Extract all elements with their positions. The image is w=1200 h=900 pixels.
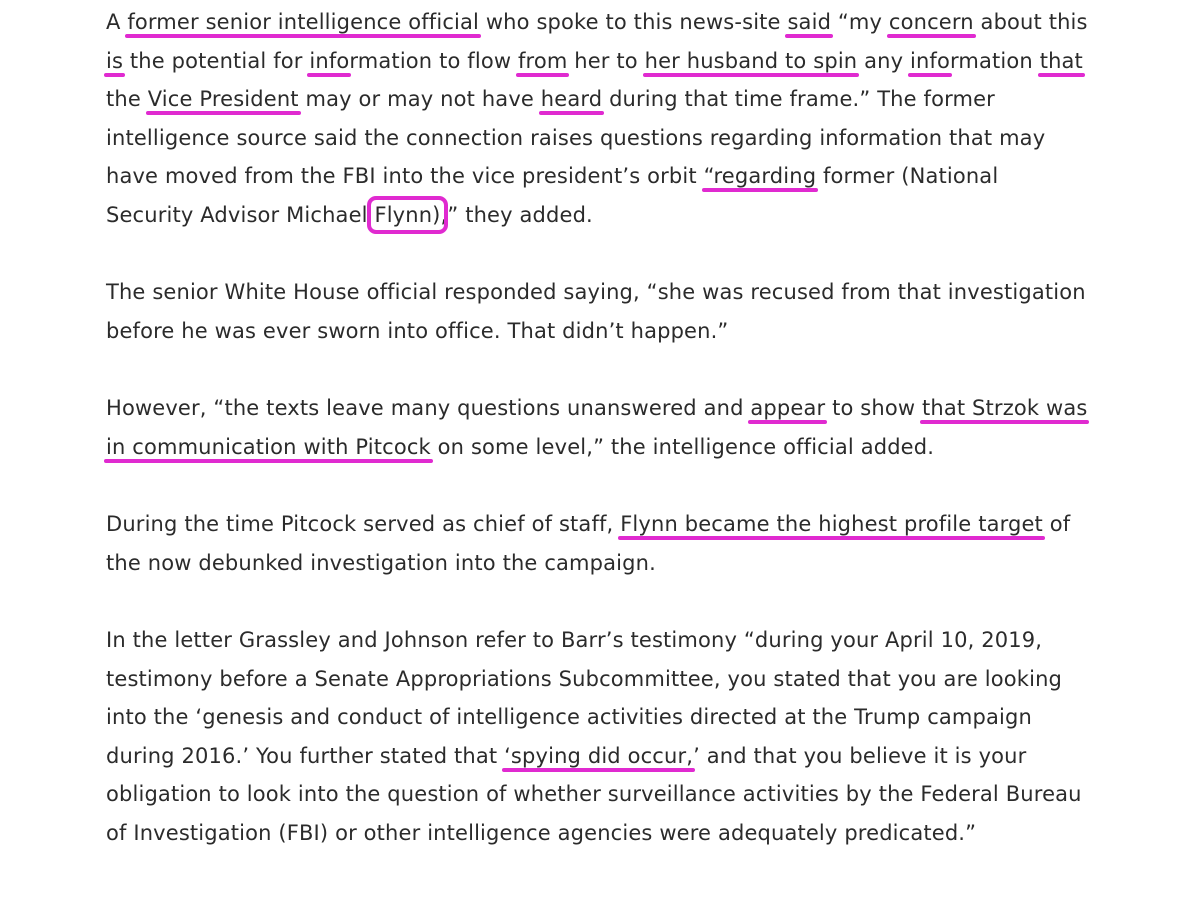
highlighted-phrase: info bbox=[309, 48, 350, 73]
paragraph-3 bbox=[106, 389, 1176, 466]
paragraph-gap bbox=[106, 582, 1176, 621]
text-run: intelligence source said the connection raises questions regarding information that may bbox=[106, 125, 1046, 150]
highlighted-phrase: concern bbox=[888, 10, 974, 34]
text-run: ,” they added. bbox=[440, 202, 593, 227]
highlighted-phrase: from bbox=[517, 48, 568, 73]
text-run: the now debunked investigation into the campaign. bbox=[106, 550, 656, 575]
text-run: testimony before a Senate Appropriations Subcommittee, you stated that you are looking bbox=[106, 666, 1063, 691]
highlighted-phrase: that Strzok was bbox=[921, 396, 1088, 420]
highlighted-phrase: Flynn became the highest profile target bbox=[620, 512, 1043, 536]
highlighted-phrase: is bbox=[106, 48, 124, 73]
article-excerpt bbox=[106, 0, 1176, 852]
text-line bbox=[106, 698, 1176, 737]
text-run: The senior White House official responded saying, “she was recused from that investigation bbox=[106, 280, 1086, 304]
text-run: may or may not have bbox=[298, 87, 541, 111]
paragraph-2 bbox=[106, 273, 1176, 350]
text-line bbox=[106, 505, 1176, 544]
paragraph-gap bbox=[106, 350, 1176, 389]
paragraph-gap bbox=[106, 466, 1176, 505]
highlighted-phrase: said bbox=[787, 10, 832, 34]
text-line bbox=[106, 119, 1176, 158]
highlighted-phrase: former senior intelligence official bbox=[127, 10, 480, 34]
text-run: obligation to look into the question of whether surveillance activities by the Federal Bureau bbox=[106, 782, 1082, 806]
text-line bbox=[106, 814, 1176, 853]
text-line bbox=[106, 42, 1176, 81]
highlighted-phrase: info bbox=[909, 48, 950, 73]
text-run: During the time Pitcock served as chief of staff, bbox=[106, 512, 621, 536]
text-run: the bbox=[106, 87, 148, 111]
highlighted-phrase: “regarding bbox=[703, 164, 817, 188]
text-run: before he was ever sworn into office. That didn’t happen.” bbox=[106, 318, 729, 343]
text-run: former (National bbox=[816, 164, 999, 188]
text-line bbox=[106, 3, 1176, 42]
text-run: into the ‘genesis and conduct of intelligence activities directed at the Trump campaign bbox=[106, 705, 1032, 729]
paragraph-4 bbox=[106, 505, 1176, 582]
text-run: to show bbox=[825, 396, 922, 420]
highlighted-phrase: that bbox=[1039, 48, 1083, 73]
text-run: ’ and that you believe it is your bbox=[693, 743, 1027, 768]
text-line bbox=[106, 312, 1176, 351]
highlighted-phrase: her husband to spin bbox=[644, 48, 858, 73]
text-line bbox=[106, 737, 1176, 776]
text-run: during 2016.’ You further stated that bbox=[106, 743, 505, 768]
boxed-phrase: Flynn) bbox=[374, 202, 441, 227]
text-line bbox=[106, 273, 1176, 312]
text-run: have moved from the FBI into the vice president’s orbit bbox=[106, 164, 704, 188]
text-run: during that time frame.” The former bbox=[602, 87, 995, 111]
text-run: rmation bbox=[949, 48, 1040, 73]
paragraph-1 bbox=[106, 0, 1176, 234]
text-line bbox=[106, 80, 1176, 119]
text-line bbox=[106, 389, 1176, 428]
text-run: However, “the texts leave many questions unanswered and bbox=[106, 396, 751, 420]
highlighted-phrase: heard bbox=[540, 87, 603, 111]
text-line bbox=[106, 196, 1176, 235]
text-line bbox=[106, 428, 1176, 467]
text-line bbox=[106, 157, 1176, 196]
text-run: of bbox=[1042, 512, 1071, 536]
text-line bbox=[106, 775, 1176, 814]
text-run: any bbox=[857, 48, 910, 73]
highlighted-phrase: in communication with Pitcock bbox=[106, 434, 431, 459]
text-line bbox=[106, 660, 1176, 699]
text-run: In the letter Grassley and Johnson refer to Barr’s testimony “during your April 10, 2019, bbox=[106, 628, 1043, 652]
highlighted-phrase: ‘spying did occur, bbox=[504, 743, 694, 768]
highlighted-phrase: appear bbox=[750, 396, 826, 420]
text-run: A bbox=[106, 10, 128, 34]
highlighted-phrase: Vice President bbox=[147, 87, 299, 111]
paragraph-5 bbox=[106, 621, 1176, 852]
text-run: of Investigation (FBI) or other intelligence agencies were adequately predicated.” bbox=[106, 820, 977, 845]
text-run: on some level,” the intelligence official added. bbox=[430, 434, 935, 459]
text-run: rmation to flow bbox=[349, 48, 518, 73]
text-run: Security Advisor Michael bbox=[106, 202, 375, 227]
text-run: about this bbox=[973, 10, 1088, 34]
text-run: who spoke to this news-site bbox=[479, 10, 788, 34]
text-line bbox=[106, 544, 1176, 583]
text-run: the potential for bbox=[123, 48, 310, 73]
paragraph-gap bbox=[106, 234, 1176, 273]
text-run: “my bbox=[831, 10, 889, 34]
text-run: her to bbox=[567, 48, 645, 73]
text-line bbox=[106, 621, 1176, 660]
